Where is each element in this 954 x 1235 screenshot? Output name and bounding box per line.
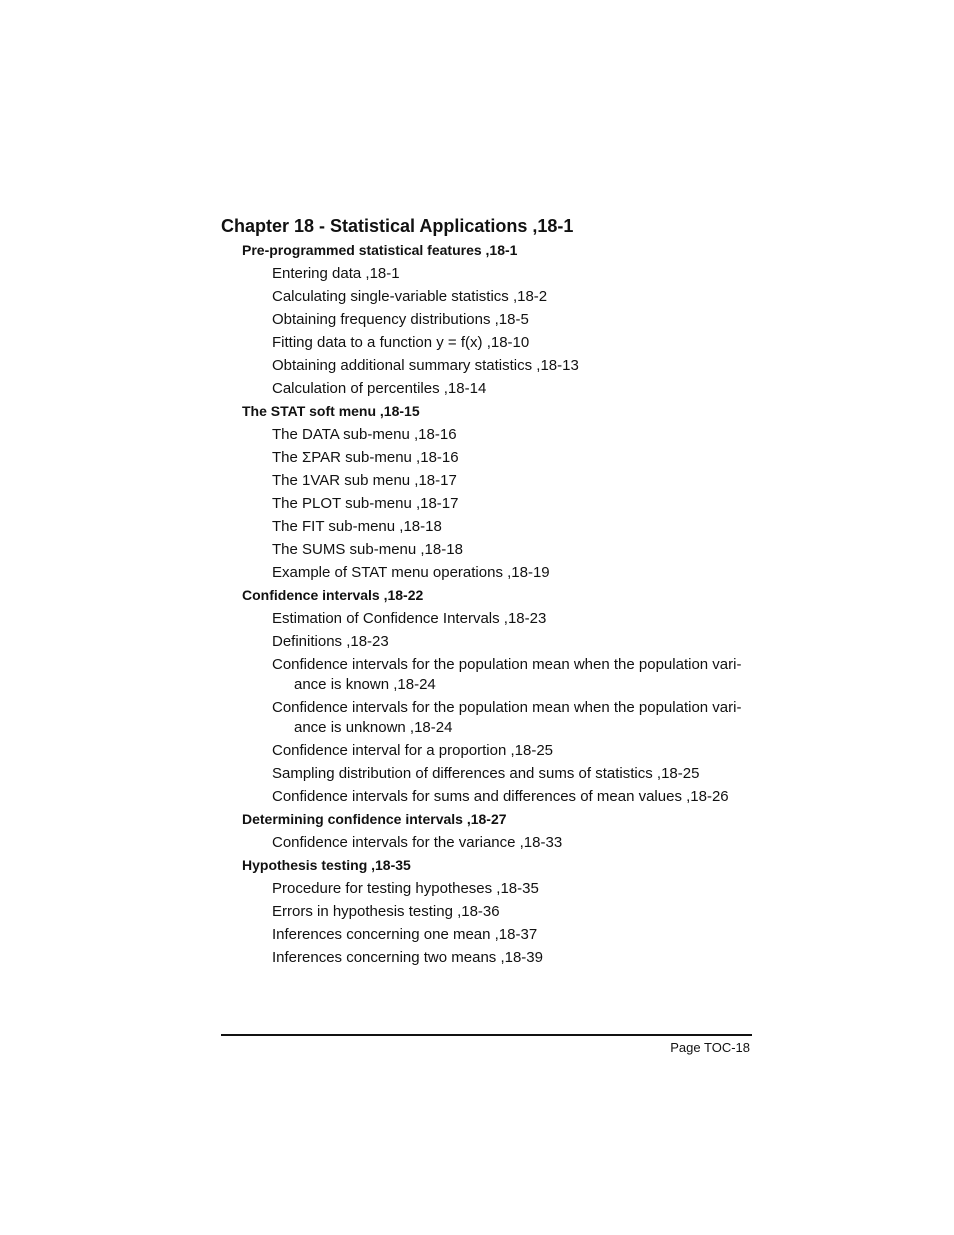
toc-entry: Confidence intervals for the population mean when the population vari- ance is known ,18-24 <box>272 656 742 693</box>
toc-entry: The PLOT sub-menu ,18-17 <box>272 495 459 512</box>
toc-entry: Inferences concerning one mean ,18-37 <box>272 926 538 943</box>
toc-entry: The 1VAR sub menu ,18-17 <box>272 472 457 489</box>
toc-entry: Example of STAT menu operations ,18-19 <box>272 564 550 581</box>
section-heading: The STAT soft menu ,18-15 <box>242 403 420 419</box>
table-of-contents <box>221 213 761 969</box>
toc-entry: Obtaining additional summary statistics ,18-13 <box>272 357 579 374</box>
toc-section <box>221 584 761 808</box>
section-heading: Pre-programmed statistical features ,18-1 <box>242 242 518 258</box>
toc-section <box>221 808 761 854</box>
toc-entry: Inferences concerning two means ,18-39 <box>272 949 543 966</box>
toc-entry: Estimation of Confidence Intervals ,18-23 <box>272 610 547 627</box>
toc-entry: Entering data ,18-1 <box>272 265 400 282</box>
chapter-title: Chapter 18 - Statistical Applications ,18-1 <box>221 216 574 236</box>
toc-section <box>221 854 761 969</box>
section-heading: Confidence intervals ,18-22 <box>242 587 424 603</box>
toc-entry: The SUMS sub-menu ,18-18 <box>272 541 463 558</box>
toc-entry: Confidence interval for a proportion ,18-25 <box>272 742 554 759</box>
toc-entry: The ΣPAR sub-menu ,18-16 <box>272 449 459 466</box>
footer-divider <box>221 1034 752 1036</box>
toc-entry: Confidence intervals for the variance ,18-33 <box>272 834 563 851</box>
toc-entry: Calculating single-variable statistics ,18-2 <box>272 288 548 305</box>
page-number: Page TOC-18 <box>670 1040 750 1055</box>
toc-entry: The FIT sub-menu ,18-18 <box>272 518 442 535</box>
toc-entry: Obtaining frequency distributions ,18-5 <box>272 311 529 328</box>
toc-entry: Errors in hypothesis testing ,18-36 <box>272 903 500 920</box>
toc-entry: Calculation of percentiles ,18-14 <box>272 380 487 397</box>
toc-section <box>221 239 761 400</box>
toc-entry: Definitions ,18-23 <box>272 633 389 650</box>
section-heading: Hypothesis testing ,18-35 <box>242 857 411 873</box>
toc-entry: Sampling distribution of differences and sums of statistics ,18-25 <box>272 765 700 782</box>
toc-entry: Procedure for testing hypotheses ,18-35 <box>272 880 539 897</box>
toc-entry: Confidence intervals for the population mean when the population vari- ance is unknown ,18-24 <box>272 699 742 736</box>
section-heading: Determining confidence intervals ,18-27 <box>242 811 507 827</box>
toc-section <box>221 400 761 584</box>
toc-entry: Confidence intervals for sums and differences of mean values ,18-26 <box>272 788 729 805</box>
toc-entry: The DATA sub-menu ,18-16 <box>272 426 457 443</box>
toc-entry: Fitting data to a function y = f(x) ,18-10 <box>272 334 530 351</box>
